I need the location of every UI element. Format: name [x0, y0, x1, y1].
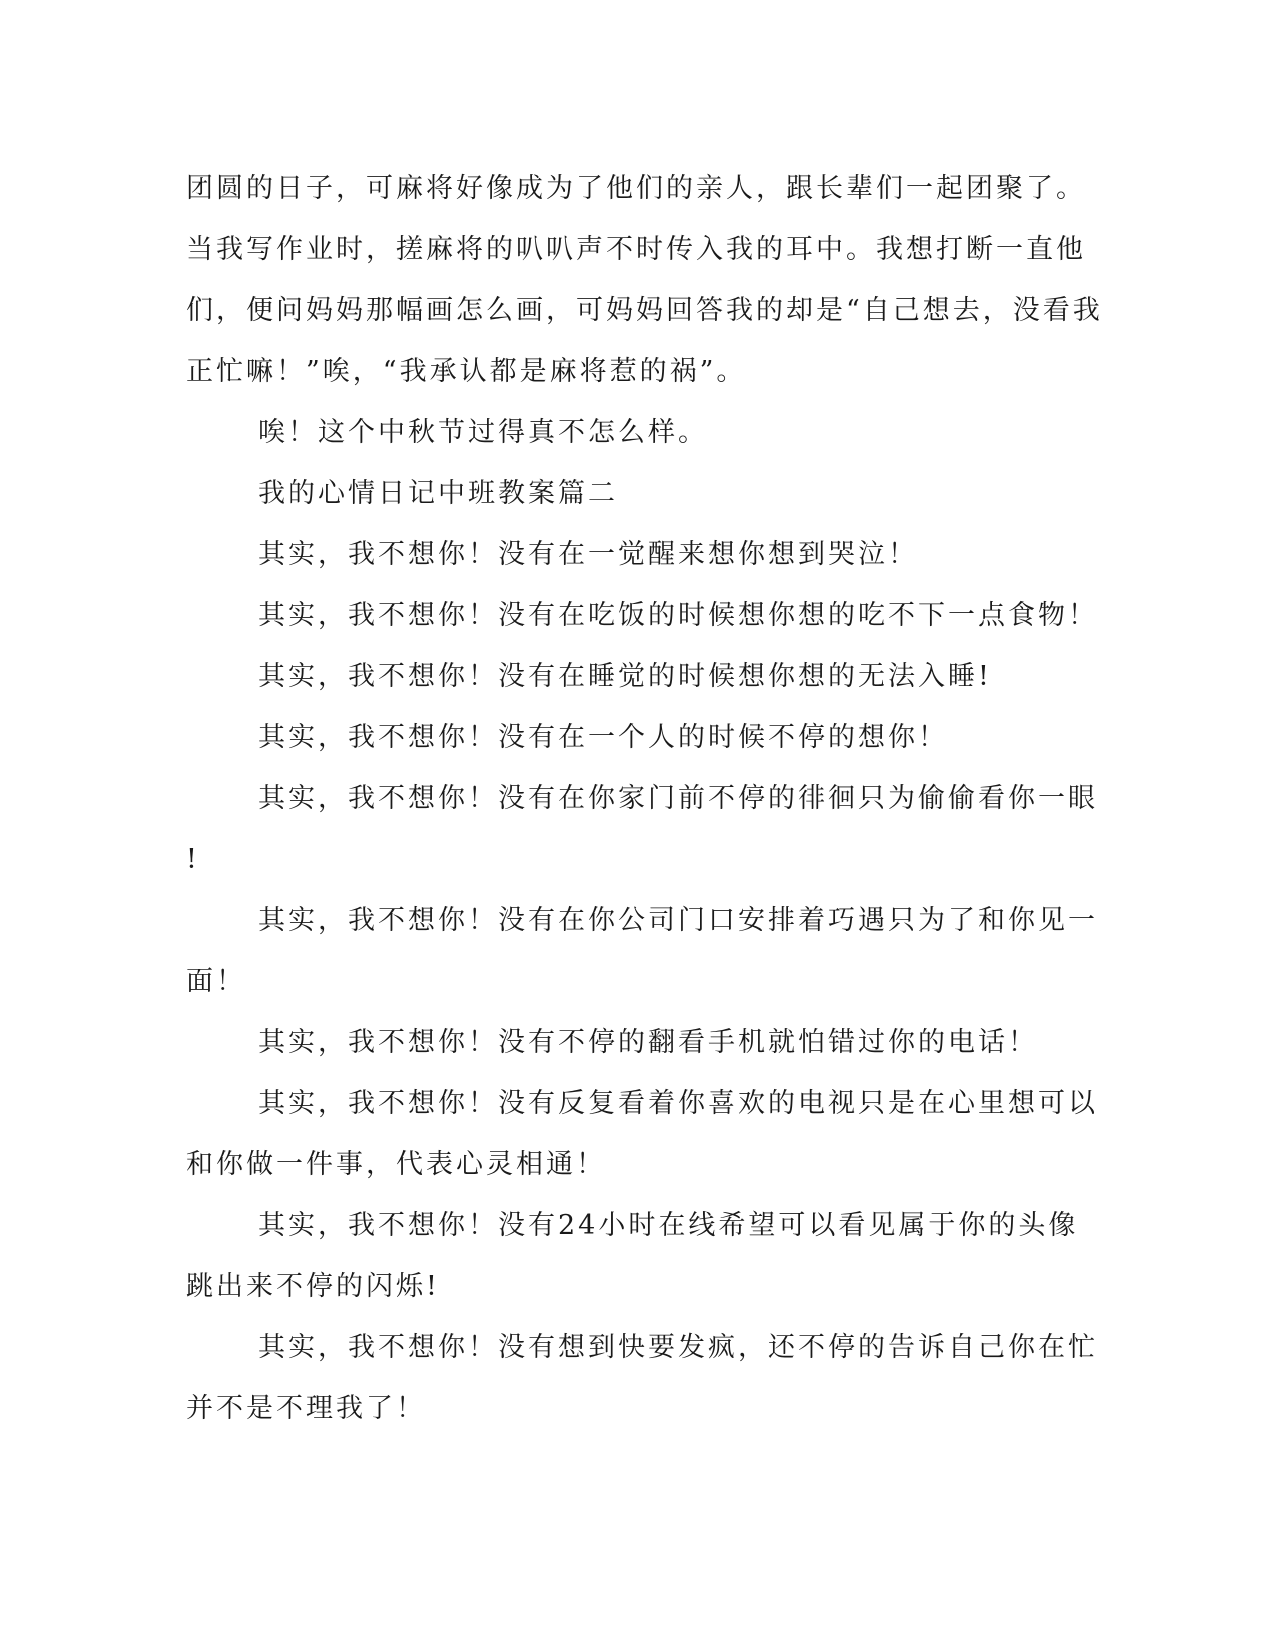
paragraph-line: 跳出来不停的闪烁!	[186, 1271, 440, 1302]
paragraph-line: !	[186, 844, 200, 875]
paragraph-line: 面！	[186, 966, 246, 997]
paragraph-line: 其实，我不想你！没有反复看着你喜欢的电视只是在心里想可以	[258, 1088, 1098, 1119]
paragraph-line: 其实，我不想你！没有在你公司门口安排着巧遇只为了和你见一	[258, 905, 1098, 936]
paragraph-line: 其实，我不想你！没有24小时在线希望可以看见属于你的头像	[258, 1210, 1079, 1241]
paragraph-line: 其实，我不想你！没有在睡觉的时候想你想的无法入睡!	[258, 661, 992, 692]
paragraph-line: 其实，我不想你！没有不停的翻看手机就怕错过你的电话！	[258, 1027, 1038, 1058]
section-heading: 我的心情日记中班教案篇二	[258, 478, 618, 509]
paragraph-line: 其实，我不想你！没有在一觉醒来想你想到哭泣！	[258, 539, 918, 570]
paragraph-line: 唉！这个中秋节过得真不怎么样。	[258, 417, 708, 448]
paragraph-line: 其实，我不想你！没有在一个人的时候不停的想你！	[258, 722, 948, 753]
paragraph-line: 正忙嘛！”唉，“我承认都是麻将惹的祸”。	[186, 356, 747, 387]
document-body	[186, 158, 1103, 1439]
paragraph-line: 其实，我不想你！没有在你家门前不停的徘徊只为偷偷看你一眼	[258, 783, 1098, 814]
paragraph-line: 其实，我不想你！没有想到快要发疯，还不停的告诉自己你在忙	[258, 1332, 1098, 1363]
paragraph-line: 并不是不理我了！	[186, 1393, 426, 1424]
paragraph-line: 团圆的日子，可麻将好像成为了他们的亲人，跟长辈们一起团聚了。	[186, 173, 1086, 204]
paragraph-line: 其实，我不想你！没有在吃饭的时候想你想的吃不下一点食物！	[258, 600, 1098, 631]
paragraph-line: 和你做一件事，代表心灵相通！	[186, 1149, 606, 1180]
paragraph-line: 当我写作业时，搓麻将的叭叭声不时传入我的耳中。我想打断一直他	[186, 234, 1086, 265]
paragraph-line: 们，便问妈妈那幅画怎么画，可妈妈回答我的却是“自己想去，没看我	[186, 295, 1103, 326]
